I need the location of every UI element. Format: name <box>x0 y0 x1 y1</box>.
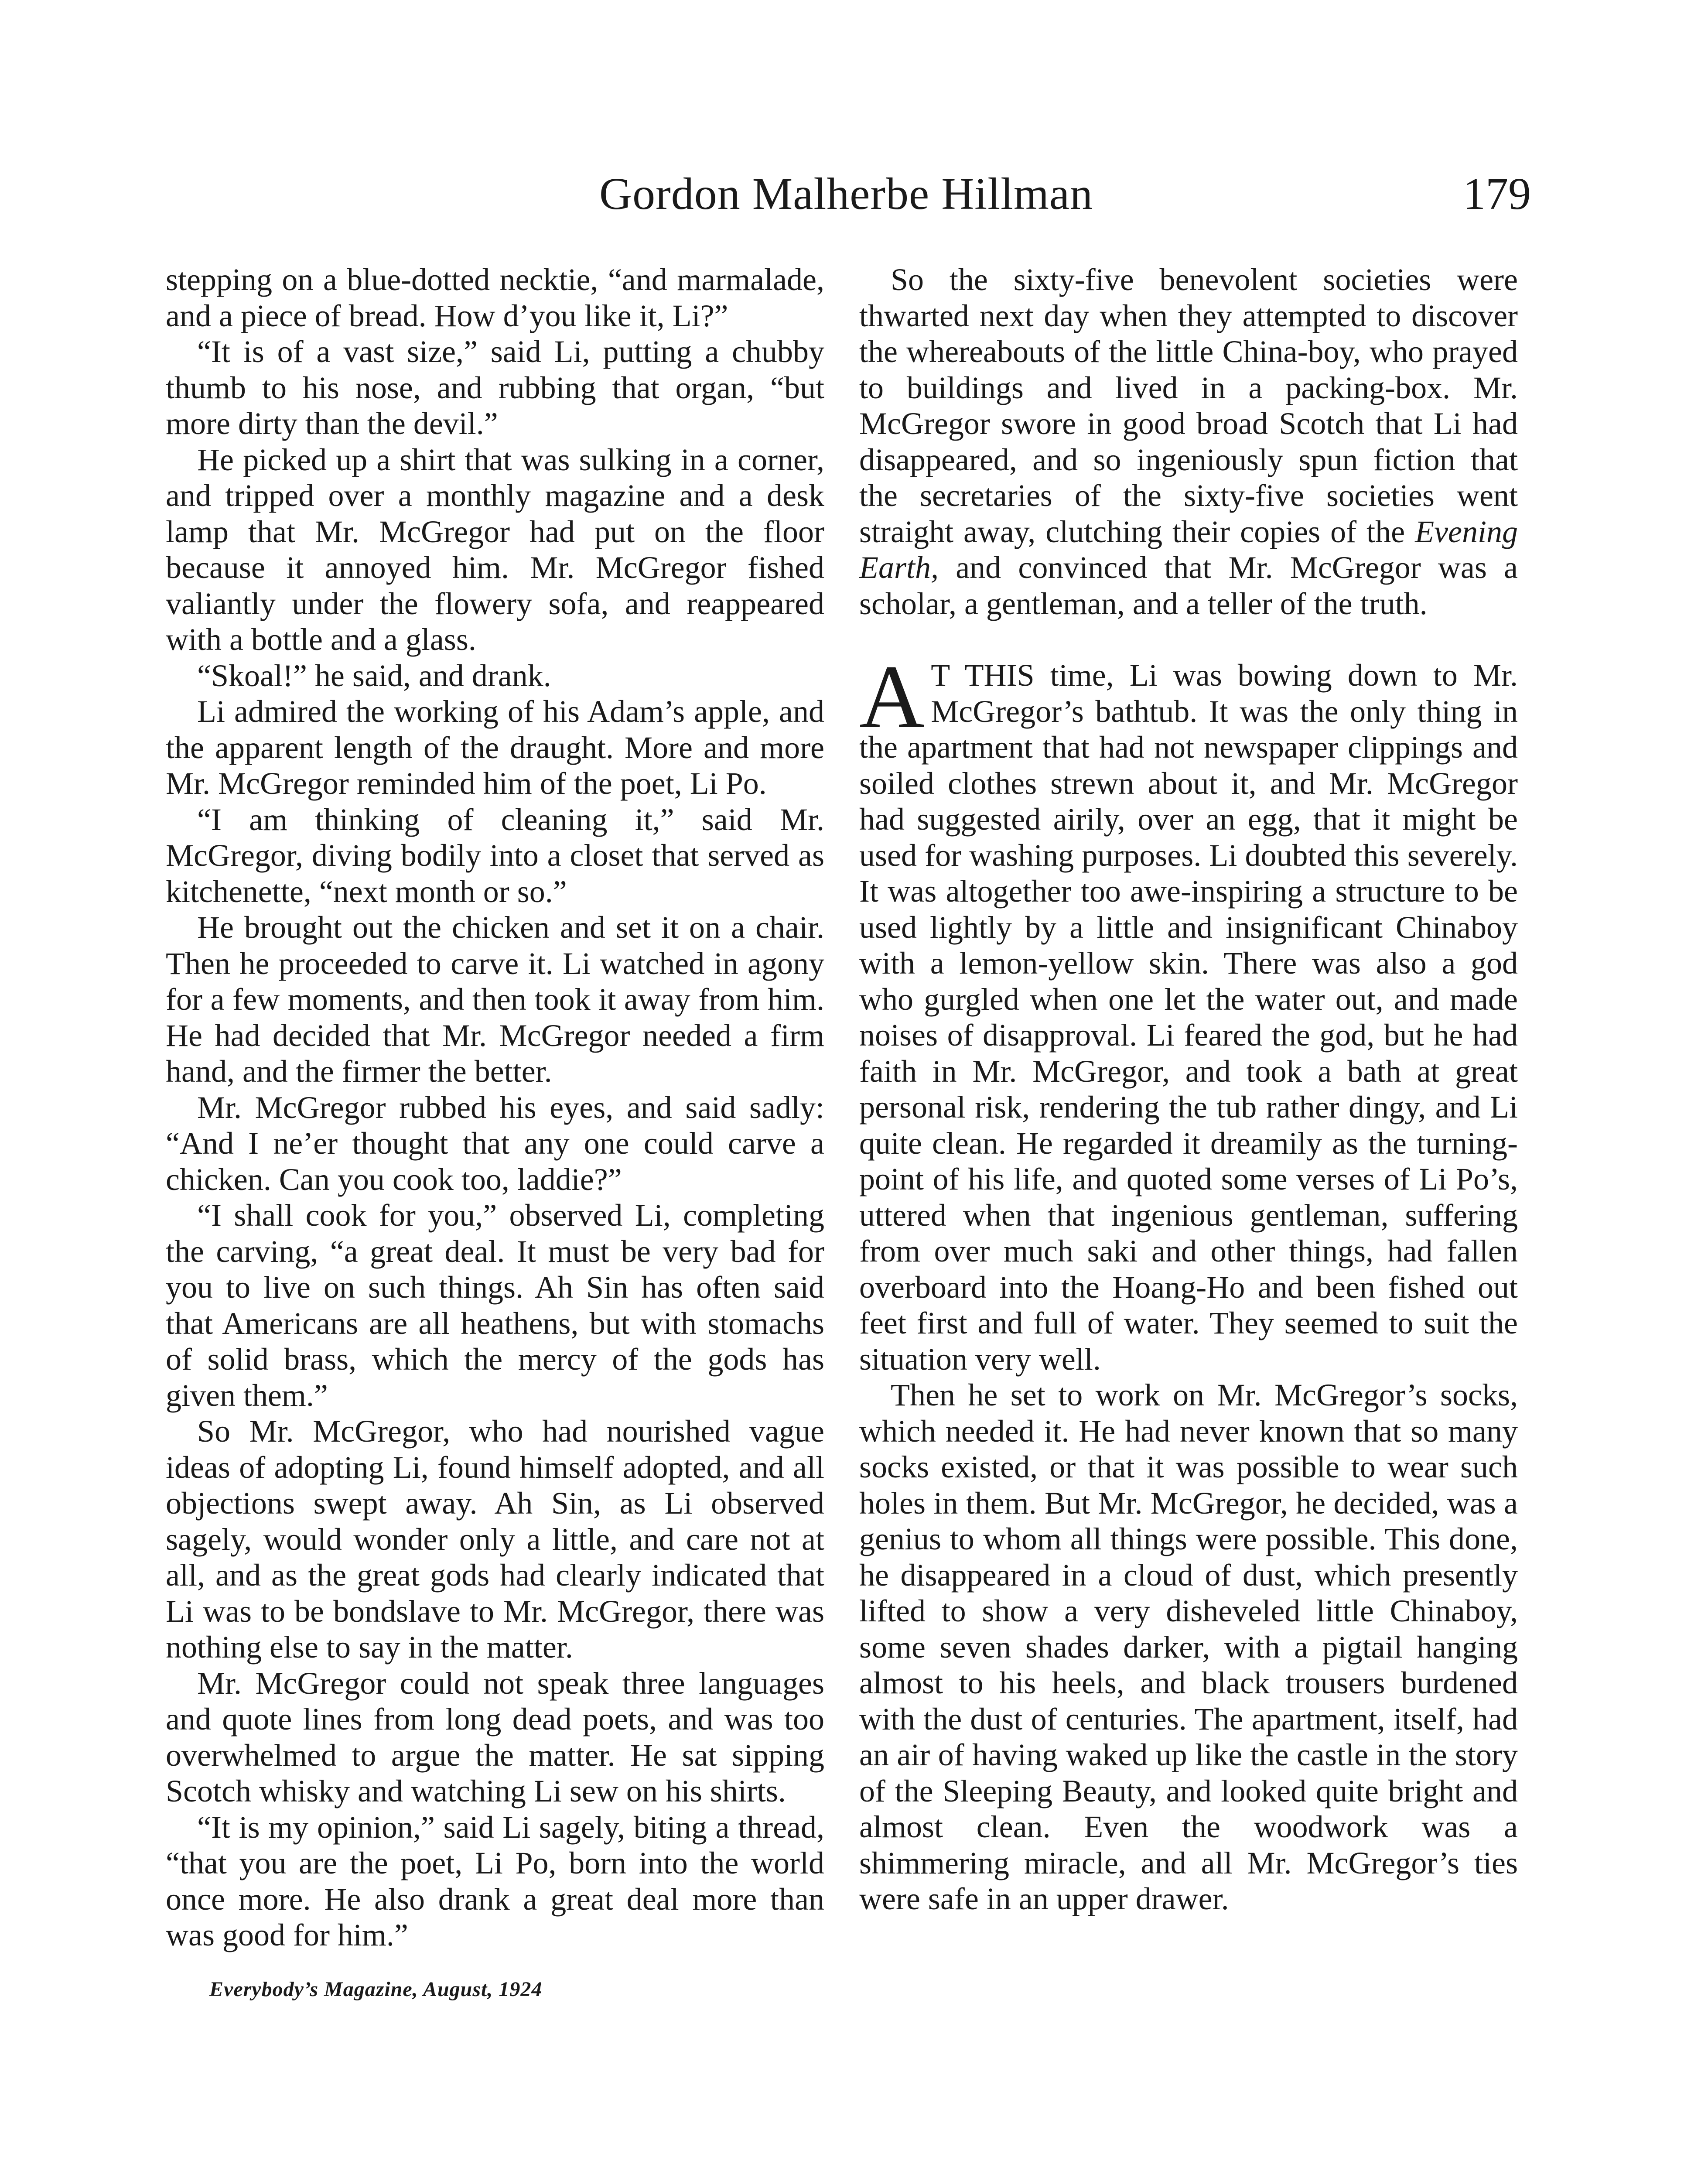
paragraph: “Skoal!” he said, and drank. <box>197 658 551 693</box>
paragraph: Li admired the working of his Adam’s apple, and the apparent length of the draught. More and more Mr. McGregor reminded him of the poet, Li Po. <box>166 694 824 801</box>
paragraph: So Mr. McGregor, who had nourished vague ideas of adopting Li, found himself adopted, and all objections swept away. Ah Sin, as Li observed sagely, would wonder only a little, and care not at all, and as the great gods had clearly indicated that Li was to be bondslave to Mr. McGregor, there was nothing else to say in the matter. <box>166 1414 824 1665</box>
text-run: T THIS time, Li was bowing down to Mr. McGregor’s bathtub. It was the only thing in the apartment that had not newspaper clippings and soiled clothes strewn about it, and Mr. McGregor had suggested airily, over an egg, that it might be used for washing purposes. Li doubted this severely. It was altogether too awe-inspiring a structure to be used lightly by a little and insignificant Chinaboy with a lemon-yellow skin. There was also a god who gurgled when one let the water out, and made noises of disapproval. Li feared the god, but he had faith in Mr. McGregor, and took a bath at great personal risk, rendering the tub rather dingy, and Li quite clean. He regarded it dreamily as the turning-point of his life, and quoted some verses of Li Po’s, uttered when that ingenious gentleman, suffering from over much saki and other things, had fallen overboard into the Hoang-Ho and been fished out feet first and full of water. They seemed to suit the situation very well. <box>859 658 1518 1377</box>
paragraph: Then he set to work on Mr. McGregor’s socks, which needed it. He had never known that so many socks existed, or that it was possible to wear such holes in them. But Mr. McGregor, he decided, was a genius to whom all things were possible. This done, he disappeared in a cloud of dust, which presently lifted to show a very disheveled little Chinaboy, some seven shades darker, with a pigtail hanging almost to his heels, and black trousers burdened with the dust of centuries. The apartment, itself, had an air of having waked up like the castle in the story of the Sleeping Beauty, and looked quite bright and almost clean. Even the woodwork was a shimmering miracle, and all Mr. McGregor’s ties were safe in an upper drawer. <box>859 1378 1518 1916</box>
paragraph: He brought out the chicken and set it on a chair. Then he proceeded to carve it. Li watched in agony for a few moments, and then took it away from him. He had decided that Mr. McGregor needed a firm hand, and the firmer the better. <box>166 910 824 1089</box>
page-number: 179 <box>1463 169 1531 219</box>
page-header <box>166 164 1531 225</box>
source-credit: Everybody’s Magazine, August, 1924 <box>209 1977 543 2001</box>
right-column <box>859 262 1518 1917</box>
drop-cap: A <box>859 646 925 747</box>
publication-title: Evening Earth, <box>859 514 1518 585</box>
paragraph: Mr. McGregor could not speak three languages and quote lines from long dead poets, and was too overwhelmed to argue the matter. He sat sipping Scotch whisky and watching Li sew on his shirts. <box>166 1665 824 1808</box>
paragraph <box>859 262 1518 622</box>
left-column <box>166 262 824 2007</box>
text-run: So the sixty-five benevolent societies were thwarted next day when they attempted to discover the whereabouts of the little China-boy, who prayed to buildings and lived in a packing-box. Mr. McGregor swore in good broad Scotch that Li had disappeared, and so ingeniously spun fiction that the secretaries of the sixty-five societies went straight away, clutching their copies of the <box>859 262 1518 549</box>
paragraph: “It is of a vast size,” said Li, putting a chubby thumb to his nose, and rubbing that organ, “but more dirty than the devil.” <box>166 334 824 441</box>
paragraph: “I shall cook for you,” observed Li, completing the carving, “a great deal. It must be very bad for you to live on such things. Ah Sin has often said that Americans are all heathens, but with stomachs of solid brass, which the mercy of the gods has given them.” <box>166 1198 824 1413</box>
paragraph: Mr. McGregor rubbed his eyes, and said sadly: “And I ne’er thought that any one could carve a chicken. Can you cook too, laddie?” <box>166 1090 824 1197</box>
paragraph: “I am thinking of cleaning it,” said Mr. McGregor, diving bodily into a closet that served as kitchenette, “next month or so.” <box>166 802 824 909</box>
text-run: and convinced that Mr. McGregor was a scholar, a gentleman, and a teller of the truth. <box>859 550 1518 621</box>
paragraph: “It is my opinion,” said Li sagely, biting a thread, “that you are the poet, Li Po, born into the world once more. He also drank a great deal more than was good for him.” <box>166 1809 824 1952</box>
section-opening-paragraph <box>859 646 1518 1377</box>
running-title: Gordon Malherbe Hillman <box>599 169 1093 219</box>
paragraph: stepping on a blue-dotted necktie, “and marmalade, and a piece of bread. How d’you like it, Li?” <box>166 262 824 333</box>
paragraph: He picked up a shirt that was sulking in a corner, and tripped over a monthly magazine and a desk lamp that Mr. McGregor had put on the floor because it annoyed him. Mr. McGregor fished valiantly under the flowery sofa, and reappeared with a bottle and a glass. <box>166 442 824 657</box>
